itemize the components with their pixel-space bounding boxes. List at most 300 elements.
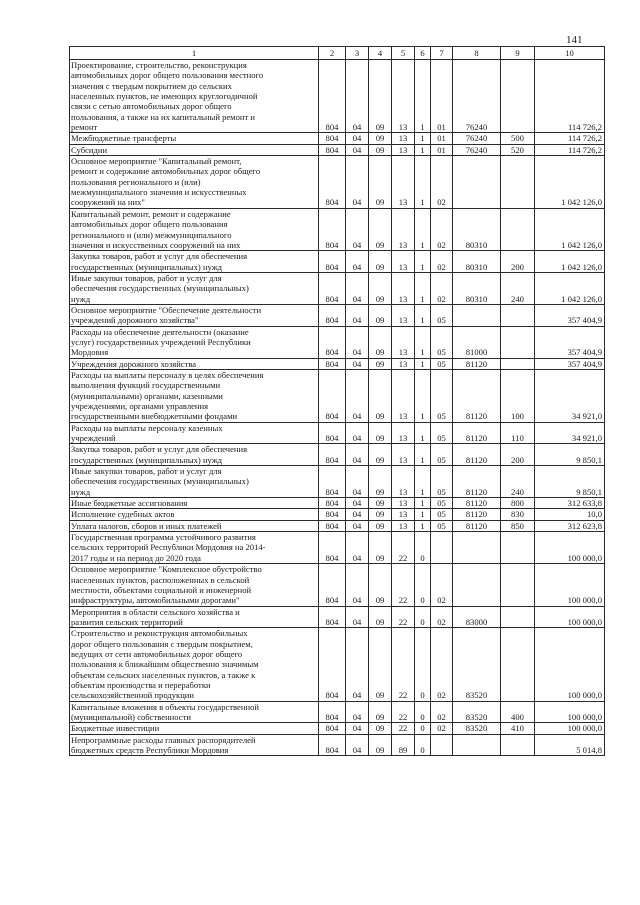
header-cell-2: 2 bbox=[319, 47, 346, 60]
expense-name-line: Непрограммные расходы главных распорядителей bbox=[71, 734, 256, 745]
subprogram-code: 1 bbox=[415, 466, 431, 498]
subsection-code: 09 bbox=[369, 156, 392, 209]
direction-code bbox=[453, 564, 501, 606]
program-code: 22 bbox=[392, 606, 415, 628]
expense-name bbox=[70, 326, 319, 358]
expense-name-line: государственных (муниципальных) нужд bbox=[71, 454, 223, 465]
subsection-code: 09 bbox=[369, 304, 392, 326]
expense-name bbox=[70, 358, 319, 369]
header-cell-3: 3 bbox=[346, 47, 369, 60]
program-code: 22 bbox=[392, 532, 415, 564]
expense-name-line: Расходы на обеспечение деятельности (оказание bbox=[71, 326, 249, 337]
direction-code: 81000 bbox=[453, 326, 501, 358]
expense-type-code bbox=[501, 734, 535, 756]
amount: 5 014,8 bbox=[535, 734, 605, 756]
subprogram-code: 1 bbox=[415, 369, 431, 422]
section-code: 04 bbox=[346, 723, 369, 734]
expense-name-line: государственных (муниципальных) нужд bbox=[71, 261, 223, 272]
expense-name bbox=[70, 466, 319, 498]
subprogram-code: 0 bbox=[415, 532, 431, 564]
ministry-code: 804 bbox=[319, 532, 346, 564]
ministry-code: 804 bbox=[319, 422, 346, 444]
section-code: 04 bbox=[346, 628, 369, 701]
expense-name-line: объектам производства и переработки bbox=[71, 679, 211, 690]
expense-name-line: сельских территорий Республики Мордовия на 2014- bbox=[71, 542, 266, 553]
expense-name bbox=[70, 422, 319, 444]
ministry-code: 804 bbox=[319, 723, 346, 734]
program-code: 22 bbox=[392, 564, 415, 606]
expense-name-line: Иные бюджетные ассигнования bbox=[71, 498, 188, 509]
expense-name-line: (муниципальными) органами, казенными bbox=[71, 390, 223, 401]
expense-name bbox=[70, 208, 319, 250]
measure-code: 02 bbox=[431, 156, 453, 209]
measure-code: 02 bbox=[431, 606, 453, 628]
expense-name-line: нужд bbox=[71, 293, 91, 304]
subprogram-code: 1 bbox=[415, 144, 431, 155]
expense-name bbox=[70, 509, 319, 520]
direction-code: 80310 bbox=[453, 208, 501, 250]
expense-type-code bbox=[501, 358, 535, 369]
expense-name-line: Проектирование, строительство, реконструкция bbox=[71, 60, 247, 70]
subsection-code: 09 bbox=[369, 444, 392, 466]
expense-name-line: (муниципальной) собственности bbox=[71, 711, 191, 722]
table-row bbox=[70, 701, 605, 723]
program-code: 13 bbox=[392, 304, 415, 326]
section-code: 04 bbox=[346, 133, 369, 144]
direction-code: 81120 bbox=[453, 520, 501, 531]
amount: 9 850,1 bbox=[535, 466, 605, 498]
amount: 9 850,1 bbox=[535, 444, 605, 466]
expense-name-line: Мероприятия в области сельского хозяйства и bbox=[71, 606, 240, 617]
ministry-code: 804 bbox=[319, 60, 346, 133]
expense-name-line: Расходы на выплаты персоналу казенных bbox=[71, 422, 223, 433]
section-code: 04 bbox=[346, 144, 369, 155]
expense-name-line: инфраструктуры, автомобильными дорогами" bbox=[71, 595, 240, 606]
amount: 34 921,0 bbox=[535, 369, 605, 422]
section-code: 04 bbox=[346, 606, 369, 628]
program-code: 13 bbox=[392, 272, 415, 304]
expense-name bbox=[70, 156, 319, 209]
subsection-code: 09 bbox=[369, 723, 392, 734]
ministry-code: 804 bbox=[319, 520, 346, 531]
expense-name bbox=[70, 369, 319, 422]
amount: 100 000,0 bbox=[535, 723, 605, 734]
header-row bbox=[70, 47, 605, 60]
direction-code: 76240 bbox=[453, 60, 501, 133]
expense-name-line: учреждений bbox=[71, 433, 116, 444]
subsection-code: 09 bbox=[369, 564, 392, 606]
ministry-code: 804 bbox=[319, 509, 346, 520]
expense-name-line: Капитальный ремонт, ремонт и содержание bbox=[71, 208, 231, 219]
expense-name bbox=[70, 272, 319, 304]
section-code: 04 bbox=[346, 369, 369, 422]
measure-code: 05 bbox=[431, 498, 453, 509]
expense-type-code: 240 bbox=[501, 466, 535, 498]
measure-code: 02 bbox=[431, 251, 453, 273]
program-code: 13 bbox=[392, 156, 415, 209]
subprogram-code: 0 bbox=[415, 734, 431, 756]
expense-type-code bbox=[501, 60, 535, 133]
expense-type-code: 200 bbox=[501, 444, 535, 466]
table-row bbox=[70, 520, 605, 531]
ministry-code: 804 bbox=[319, 304, 346, 326]
header-cell-10: 10 bbox=[535, 47, 605, 60]
section-code: 04 bbox=[346, 701, 369, 723]
expense-name-line: Иные закупки товаров, работ и услуг для bbox=[71, 272, 222, 283]
expense-name-line: Основное мероприятие "Комплексное обустройство bbox=[71, 564, 262, 575]
section-code: 04 bbox=[346, 444, 369, 466]
expense-name-line: услуг) государственных учреждений Республики bbox=[71, 336, 251, 347]
table-row bbox=[70, 444, 605, 466]
expense-name-line: значения с твердым покрытием до сельских bbox=[71, 80, 232, 91]
direction-code bbox=[453, 532, 501, 564]
ministry-code: 804 bbox=[319, 208, 346, 250]
amount: 114 726,2 bbox=[535, 60, 605, 133]
expense-name-line: пользования регионального и (или) bbox=[71, 176, 201, 187]
table-body bbox=[70, 60, 605, 756]
section-code: 04 bbox=[346, 251, 369, 273]
program-code: 13 bbox=[392, 444, 415, 466]
table-row bbox=[70, 509, 605, 520]
table-row bbox=[70, 734, 605, 756]
subsection-code: 09 bbox=[369, 326, 392, 358]
expense-name bbox=[70, 734, 319, 756]
table-row bbox=[70, 532, 605, 564]
header-cell-6: 6 bbox=[415, 47, 431, 60]
amount: 34 921,0 bbox=[535, 422, 605, 444]
amount: 114 726,2 bbox=[535, 144, 605, 155]
table-row bbox=[70, 60, 605, 133]
expense-name-line: Закупка товаров, работ и услуг для обеспечения bbox=[71, 251, 248, 262]
expense-type-code bbox=[501, 628, 535, 701]
subprogram-code: 0 bbox=[415, 564, 431, 606]
subsection-code: 09 bbox=[369, 358, 392, 369]
ministry-code: 804 bbox=[319, 369, 346, 422]
program-code: 13 bbox=[392, 60, 415, 133]
subprogram-code: 1 bbox=[415, 60, 431, 133]
subsection-code: 09 bbox=[369, 133, 392, 144]
expense-name-line: Уплата налогов, сборов и иных платежей bbox=[71, 520, 222, 531]
expense-name-line: Иные закупки товаров, работ и услуг для bbox=[71, 466, 222, 477]
measure-code: 05 bbox=[431, 326, 453, 358]
expense-type-code bbox=[501, 532, 535, 564]
program-code: 13 bbox=[392, 509, 415, 520]
direction-code: 81120 bbox=[453, 466, 501, 498]
budget-table bbox=[69, 46, 605, 756]
expense-name-line: объектам сельских населенных пунктов, а также к bbox=[71, 669, 256, 680]
table-row bbox=[70, 251, 605, 273]
expense-type-code: 800 bbox=[501, 498, 535, 509]
ministry-code: 804 bbox=[319, 156, 346, 209]
ministry-code: 804 bbox=[319, 466, 346, 498]
section-code: 04 bbox=[346, 498, 369, 509]
ministry-code: 804 bbox=[319, 734, 346, 756]
subprogram-code: 1 bbox=[415, 520, 431, 531]
expense-type-code: 850 bbox=[501, 520, 535, 531]
table-row bbox=[70, 272, 605, 304]
ministry-code: 804 bbox=[319, 272, 346, 304]
table-row bbox=[70, 606, 605, 628]
section-code: 04 bbox=[346, 520, 369, 531]
expense-type-code bbox=[501, 304, 535, 326]
direction-code: 80310 bbox=[453, 272, 501, 304]
ministry-code: 804 bbox=[319, 701, 346, 723]
table-row bbox=[70, 369, 605, 422]
subprogram-code: 0 bbox=[415, 701, 431, 723]
direction-code: 83520 bbox=[453, 701, 501, 723]
direction-code: 81120 bbox=[453, 369, 501, 422]
subprogram-code: 1 bbox=[415, 133, 431, 144]
subprogram-code: 1 bbox=[415, 444, 431, 466]
expense-name-line: пользования к ближайшим общественно значимым bbox=[71, 659, 259, 670]
subsection-code: 09 bbox=[369, 498, 392, 509]
expense-name bbox=[70, 60, 319, 133]
subprogram-code: 0 bbox=[415, 628, 431, 701]
subsection-code: 09 bbox=[369, 606, 392, 628]
table-row bbox=[70, 422, 605, 444]
table-row bbox=[70, 133, 605, 144]
measure-code: 05 bbox=[431, 444, 453, 466]
amount: 114 726,2 bbox=[535, 133, 605, 144]
expense-name-line: Бюджетные инвестиции bbox=[71, 723, 160, 734]
amount: 357 404,9 bbox=[535, 358, 605, 369]
expense-name-line: Межбюджетные трансферты bbox=[71, 133, 177, 144]
subsection-code: 09 bbox=[369, 369, 392, 422]
measure-code: 02 bbox=[431, 701, 453, 723]
program-code: 89 bbox=[392, 734, 415, 756]
direction-code bbox=[453, 156, 501, 209]
ministry-code: 804 bbox=[319, 326, 346, 358]
expense-name-line: развития сельских территорий bbox=[71, 616, 183, 627]
measure-code: 02 bbox=[431, 272, 453, 304]
subprogram-code: 1 bbox=[415, 422, 431, 444]
expense-name-line: ведущих от сети автомобильных дорог общего bbox=[71, 648, 243, 659]
expense-name bbox=[70, 133, 319, 144]
measure-code: 02 bbox=[431, 564, 453, 606]
subsection-code: 09 bbox=[369, 60, 392, 133]
section-code: 04 bbox=[346, 734, 369, 756]
section-code: 04 bbox=[346, 208, 369, 250]
measure-code: 05 bbox=[431, 509, 453, 520]
expense-type-code: 410 bbox=[501, 723, 535, 734]
expense-name bbox=[70, 564, 319, 606]
measure-code bbox=[431, 734, 453, 756]
expense-name bbox=[70, 444, 319, 466]
program-code: 13 bbox=[392, 498, 415, 509]
expense-name-line: 2017 годы и на период до 2020 года bbox=[71, 552, 201, 563]
amount: 100 000,0 bbox=[535, 564, 605, 606]
program-code: 22 bbox=[392, 701, 415, 723]
expense-name-line: Капитальные вложения в объекты государственной bbox=[71, 701, 259, 712]
amount: 357 404,9 bbox=[535, 304, 605, 326]
direction-code: 83000 bbox=[453, 606, 501, 628]
subsection-code: 09 bbox=[369, 509, 392, 520]
expense-name-line: обеспечения государственных (муниципальных) bbox=[71, 476, 249, 487]
page-number: 141 bbox=[566, 34, 583, 46]
expense-name-line: обеспечения государственных (муниципальных) bbox=[71, 283, 249, 294]
header-cell-5: 5 bbox=[392, 47, 415, 60]
measure-code: 05 bbox=[431, 358, 453, 369]
expense-name-line: Закупка товаров, работ и услуг для обеспечения bbox=[71, 444, 248, 455]
subprogram-code: 1 bbox=[415, 251, 431, 273]
expense-type-code: 240 bbox=[501, 272, 535, 304]
measure-code: 01 bbox=[431, 144, 453, 155]
amount: 1 042 126,0 bbox=[535, 272, 605, 304]
measure-code: 02 bbox=[431, 723, 453, 734]
expense-name-line: автомобильных дорог общего пользования bbox=[71, 219, 228, 230]
expense-name-line: ремонт и содержание автомобильных дорог общего bbox=[71, 166, 261, 177]
subsection-code: 09 bbox=[369, 272, 392, 304]
amount: 1 042 126,0 bbox=[535, 156, 605, 209]
section-code: 04 bbox=[346, 156, 369, 209]
subprogram-code: 1 bbox=[415, 156, 431, 209]
ministry-code: 804 bbox=[319, 251, 346, 273]
program-code: 22 bbox=[392, 628, 415, 701]
subprogram-code: 1 bbox=[415, 208, 431, 250]
expense-name-line: населенных пунктов, не имеющих круглогодичной bbox=[71, 91, 258, 102]
program-code: 13 bbox=[392, 358, 415, 369]
expense-name-line: пользования, а также на их капитальный ремонт и bbox=[71, 111, 256, 122]
expense-name bbox=[70, 532, 319, 564]
expense-name bbox=[70, 498, 319, 509]
subsection-code: 09 bbox=[369, 422, 392, 444]
direction-code bbox=[453, 304, 501, 326]
section-code: 04 bbox=[346, 60, 369, 133]
direction-code: 81120 bbox=[453, 509, 501, 520]
amount: 100 000,0 bbox=[535, 628, 605, 701]
measure-code: 05 bbox=[431, 422, 453, 444]
section-code: 04 bbox=[346, 532, 369, 564]
direction-code: 80310 bbox=[453, 251, 501, 273]
measure-code: 05 bbox=[431, 520, 453, 531]
expense-type-code: 110 bbox=[501, 422, 535, 444]
subsection-code: 09 bbox=[369, 251, 392, 273]
direction-code: 81120 bbox=[453, 444, 501, 466]
amount: 312 633,8 bbox=[535, 498, 605, 509]
subsection-code: 09 bbox=[369, 532, 392, 564]
expense-name bbox=[70, 606, 319, 628]
measure-code: 05 bbox=[431, 369, 453, 422]
expense-type-code bbox=[501, 564, 535, 606]
program-code: 13 bbox=[392, 144, 415, 155]
expense-type-code: 200 bbox=[501, 251, 535, 273]
program-code: 22 bbox=[392, 723, 415, 734]
expense-type-code: 500 bbox=[501, 133, 535, 144]
header-cell-1: 1 bbox=[70, 47, 319, 60]
table-row bbox=[70, 466, 605, 498]
expense-name-line: нужд bbox=[71, 486, 91, 497]
program-code: 13 bbox=[392, 369, 415, 422]
program-code: 13 bbox=[392, 326, 415, 358]
expense-type-code bbox=[501, 606, 535, 628]
amount: 1 042 126,0 bbox=[535, 251, 605, 273]
program-code: 13 bbox=[392, 520, 415, 531]
program-code: 13 bbox=[392, 208, 415, 250]
ministry-code: 804 bbox=[319, 358, 346, 369]
amount: 312 623,8 bbox=[535, 520, 605, 531]
table-row bbox=[70, 723, 605, 734]
expense-name-line: государственными внебюджетными фондами bbox=[71, 411, 238, 422]
expense-name-line: выполнения функций государственными bbox=[71, 380, 221, 391]
expense-name-line: автомобильных дорог общего пользования местного bbox=[71, 70, 264, 81]
expense-name-line: Основное мероприятие "Капитальный ремонт, bbox=[71, 156, 242, 167]
expense-name-line: Исполнение судебных актов bbox=[71, 509, 175, 520]
table-row bbox=[70, 304, 605, 326]
amount: 100 000,0 bbox=[535, 606, 605, 628]
expense-type-code: 830 bbox=[501, 509, 535, 520]
direction-code: 83520 bbox=[453, 723, 501, 734]
ministry-code: 804 bbox=[319, 444, 346, 466]
expense-name-line: ремонт bbox=[71, 122, 98, 133]
subsection-code: 09 bbox=[369, 701, 392, 723]
table-row bbox=[70, 358, 605, 369]
expense-name-line: Субсидии bbox=[71, 144, 108, 155]
table-row bbox=[70, 326, 605, 358]
measure-code bbox=[431, 532, 453, 564]
expense-name-line: Основное мероприятие "Обеспечение деятельности bbox=[71, 304, 262, 315]
direction-code: 76240 bbox=[453, 144, 501, 155]
expense-name-line: дорог общего пользования с твердым покрытием, bbox=[71, 638, 253, 649]
expense-name bbox=[70, 251, 319, 273]
ministry-code: 804 bbox=[319, 628, 346, 701]
header-cell-8: 8 bbox=[453, 47, 501, 60]
measure-code: 05 bbox=[431, 304, 453, 326]
subprogram-code: 1 bbox=[415, 358, 431, 369]
program-code: 13 bbox=[392, 133, 415, 144]
expense-name-line: Учреждения дорожного хозяйства bbox=[71, 358, 197, 369]
expense-name-line: учреждений дорожного хозяйства" bbox=[71, 315, 199, 326]
amount: 10,0 bbox=[535, 509, 605, 520]
section-code: 04 bbox=[346, 272, 369, 304]
expense-name-line: местности, объектами социальной и инженерной bbox=[71, 584, 252, 595]
subsection-code: 09 bbox=[369, 628, 392, 701]
section-code: 04 bbox=[346, 466, 369, 498]
subprogram-code: 1 bbox=[415, 326, 431, 358]
subprogram-code: 1 bbox=[415, 272, 431, 304]
subsection-code: 09 bbox=[369, 466, 392, 498]
expense-type-code: 100 bbox=[501, 369, 535, 422]
expense-name-line: Мордовия bbox=[71, 347, 109, 358]
measure-code: 01 bbox=[431, 60, 453, 133]
expense-type-code bbox=[501, 208, 535, 250]
section-code: 04 bbox=[346, 304, 369, 326]
subprogram-code: 1 bbox=[415, 509, 431, 520]
expense-name bbox=[70, 701, 319, 723]
expense-name-line: Государственная программа устойчивого развития bbox=[71, 532, 256, 543]
table-row bbox=[70, 156, 605, 209]
section-code: 04 bbox=[346, 326, 369, 358]
amount: 1 042 126,0 bbox=[535, 208, 605, 250]
direction-code bbox=[453, 734, 501, 756]
subsection-code: 09 bbox=[369, 144, 392, 155]
section-code: 04 bbox=[346, 564, 369, 606]
expense-name-line: учреждениями, органами управления bbox=[71, 401, 209, 411]
subprogram-code: 1 bbox=[415, 498, 431, 509]
measure-code: 01 bbox=[431, 133, 453, 144]
expense-name bbox=[70, 628, 319, 701]
amount: 357 404,9 bbox=[535, 326, 605, 358]
direction-code: 76240 bbox=[453, 133, 501, 144]
program-code: 13 bbox=[392, 466, 415, 498]
direction-code: 81120 bbox=[453, 358, 501, 369]
table-row bbox=[70, 208, 605, 250]
table-row bbox=[70, 564, 605, 606]
subprogram-code: 1 bbox=[415, 304, 431, 326]
expense-type-code bbox=[501, 156, 535, 209]
header-cell-9: 9 bbox=[501, 47, 535, 60]
expense-name-line: бюджетных средств Республики Мордовия bbox=[71, 745, 229, 755]
amount: 100 000,0 bbox=[535, 532, 605, 564]
